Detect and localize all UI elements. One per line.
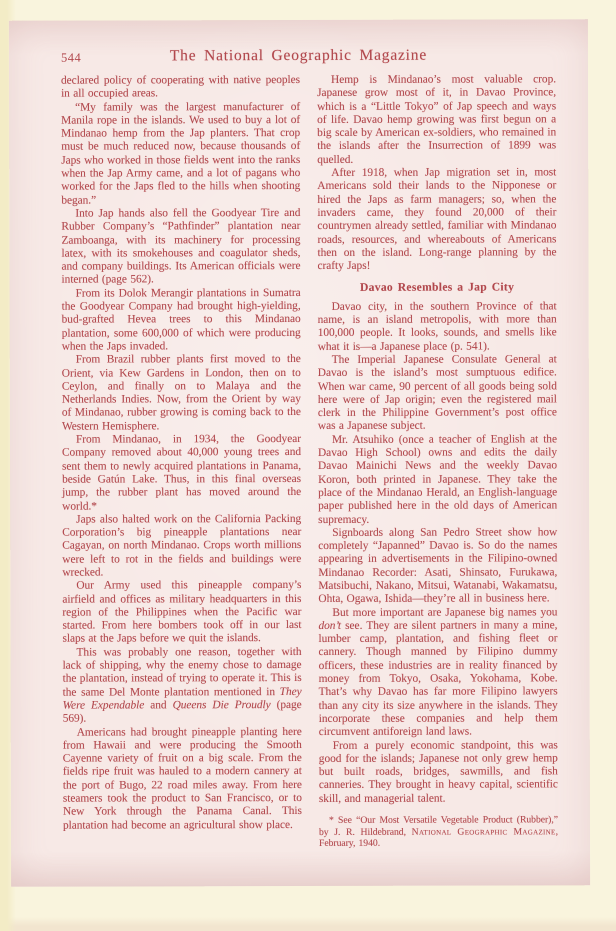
text-run: and	[144, 699, 173, 712]
page-number: 544	[60, 50, 82, 65]
journal-title: The National Geographic Magazine	[169, 46, 428, 65]
paragraph: Our Army used this pineapple company’s airfield and offices as military headquarters in this region of the Philippines when the Pacific war started. From here bombers took off in our last slaps at the Japs before we quit the islands.	[62, 579, 302, 646]
paragraph: Japs also halted work on the California Packing Corporation’s big pineapple plantations near Cagayan, on north Mindanao. Crops worth millions were left to rot in the fields and buildings were wrecked.	[62, 512, 302, 579]
paragraph: The Imperial Japanese Consulate General at Davao is the island’s most sumptuous edifice. When war came, 90 percent of all goods being sold here were of Jap origin; even the registered mail clerk in the Philippine Government’s post office was a Japanese subject.	[317, 353, 557, 433]
book-title-italic: They Were Expendable	[62, 685, 302, 712]
text-run: see. They are silent partners in many a mine, lumber camp, plantation, and fishing fleet or cannery. Though manned by Filipino dummy officers, these industries are in reality financed by money from Tokyo, Osaka, Yokohama, Kobe. That’s why Davao has far more Filipino lawyers than any city its size anywhere in the islands. They incorporate these companies and help them circumvent antiforeign land laws.	[318, 619, 558, 739]
paragraph: Signboards along San Pedro Street show how completely “Japanned” Davao is. So do the names appearing in advertisements in the Filipino-owned Mindanao Recorder: Asati, Shinsato, Furukawa, Matsibuchi, Nakano, Mitsui, Watanabi, Wakamatsu, Ohta, Ogawa, Ishida—they’re all in business here.	[318, 526, 558, 606]
text-run: (page 569).	[62, 698, 302, 725]
magazine-page-scan	[9, 19, 590, 887]
paragraph: Into Jap hands also fell the Goodyear Tire and Rubber Company’s “Pathfinder” plantation near Zamboanga, with its machinery for processing latex, with its smokehouses and coagulator sheds, and company buildings. Its American officials were interned (page 562).	[61, 206, 301, 287]
paragraph: From a purely economic standpoint, this was good for the islands; Japanese not only grew hemp but built roads, bridges, sawmills, and fish canneries. They brought in heavy capital, scientific skill, and managerial talent.	[318, 738, 558, 805]
paragraph: From Mindanao, in 1934, the Goodyear Company removed about 40,000 young trees and sent them to newly acquired plantations in Panama, beside Gatún Lake. Thus, in this final overseas jump, the rubber plant has moved around the world.*	[61, 433, 302, 513]
emphasized-word: don’t	[318, 619, 341, 632]
text-run: This was probably one reason, together with lack of shipping, why the enemy chose to damage the plantation, instead of trying to operate it. This is the same Del Monte plantation mentioned in	[62, 645, 302, 699]
book-title-italic: Queens Die Proudly	[172, 699, 271, 712]
two-column-text	[9, 73, 590, 868]
section-heading: Davao Resembles a Jap City	[359, 280, 515, 295]
paragraph	[318, 606, 557, 740]
paragraph	[63, 646, 302, 726]
text-run: , February, 1940.	[319, 825, 559, 849]
paragraph: Americans had brought pineapple planting here from Hawaii and were producing the Smooth Cayenne variety of fruit on a big scale. From the fields ripe fruit was hauled to a modern cannery at the port of Bugo, 22 road miles away. From here steamers took the product to San Francisco, or to New York through the Panama Canal. This plantation had become an agricultural show place.	[62, 725, 302, 832]
right-column	[317, 73, 558, 849]
paragraph: After 1918, when Jap migration set in, most Americans sold their lands to the Nipponese or hired the Japs as farm managers; so, when the invaders came, they found 20,000 of their countrymen already settled, familiar with Mindanao roads, resources, and whereabouts of Americans then on the island. Long-range planning by the crafty Japs!	[317, 166, 557, 273]
paragraph: Hemp is Mindanao’s most valuable crop. Japanese grow most of it, in Davao Province, which is a “Little Tokyo” of Jap speech and ways of life. Davao hemp growing was first begun on a big scale by American ex-soldiers, who remained in the islands after the Insurrection of 1899 was quelled.	[317, 73, 557, 166]
paragraph: “My family was the largest manufacturer of Manila rope in the islands. We used to buy a lot of Mindanao hemp from the Jap planters. That crop must be much reduced now, because thousands of Japs who worked in those fields went into the ranks when the Jap Army came, and a lot of pagans who worked for the Japs fled to the hills when shooting began.”	[61, 100, 301, 207]
text-run: But more important are Japanese big names you	[332, 605, 558, 619]
magazine-name-smallcaps: National Geographic Magazine	[411, 825, 556, 838]
left-column	[61, 74, 302, 850]
paragraph: Davao city, in the southern Province of that name, is an island metropolis, with more than 100,000 people. It looks, sounds, and smells like what it is—a Japanese place (p. 541).	[317, 300, 557, 353]
paragraph: Mr. Atsuhiko (once a teacher of English at the Davao High School) owns and edits the daily Davao Mainichi News and the weekly Davao Koron, both printed in Japanese. They take the place of the Mindanao Herald, an English-language paper published here in the old days of American supremacy.	[317, 433, 558, 526]
footnote	[319, 814, 558, 849]
text-run: * See “Our Most Versatile Vegetable Product (Rubber),” by J. R. Hildebrand,	[318, 814, 558, 838]
paragraph: From Brazil rubber plants first moved to the Orient, via Kew Gardens in London, then on to Ceylon, and finally on to Malaya and the Netherlands Indies. Now, from the Orient by way of Mindanao, rubber growing is coming back to the Western Hemisphere.	[61, 353, 301, 433]
paragraph: From its Dolok Merangir plantations in Sumatra the Goodyear Company had brought high-yielding, bud-grafted Hevea trees to this Mindanao plantation, some 600,000 of which were producing when the Japs invaded.	[61, 286, 301, 353]
page-header	[9, 19, 588, 73]
paragraph: declared policy of cooperating with native peoples in all occupied areas.	[61, 73, 301, 100]
